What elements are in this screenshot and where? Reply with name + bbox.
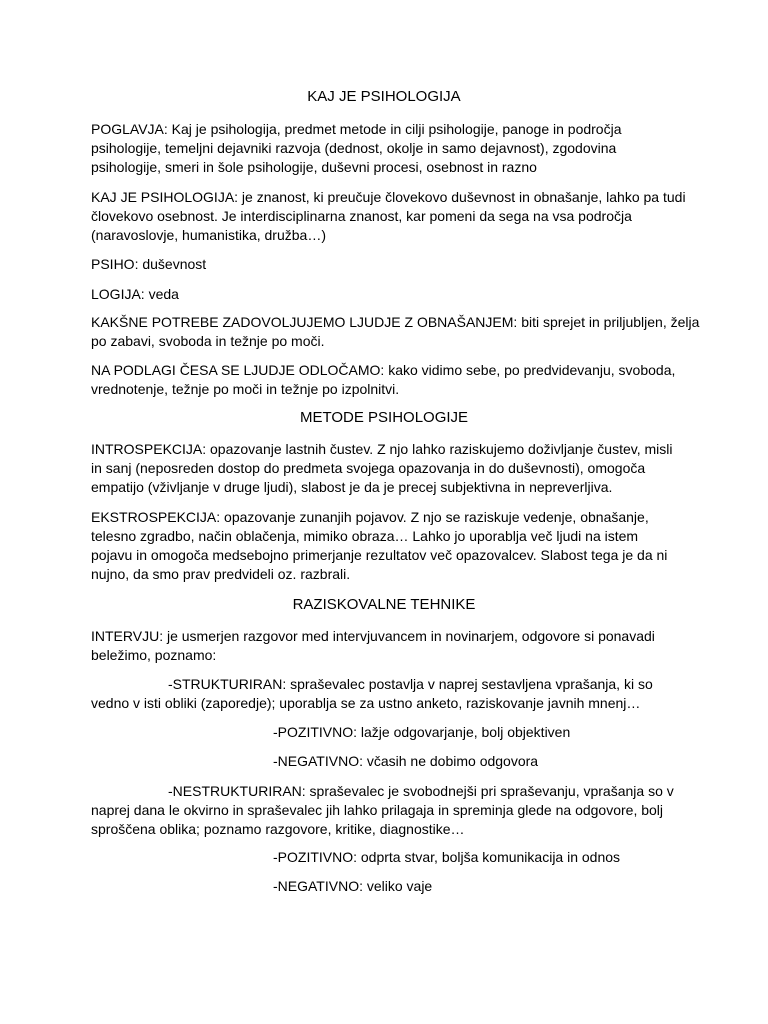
nestrukturiran-line-2: naprej dana le okvirno in spraševalec jih lahko prilagaja in spreminja glede na odgovore, bolj	[91, 802, 664, 818]
poglavja-line-3: psihologije, smeri in šole psihologije, duševni procesi, osebnost in razno	[91, 159, 537, 175]
strukturiran-pozitivno: -POZITIVNO: lažje odgovarjanje, bolj objektiven	[273, 724, 571, 740]
logija-line: LOGIJA: veda	[91, 286, 179, 302]
nestrukturiran-negativno: -NEGATIVNO: veliko vaje	[273, 878, 433, 894]
poglavja-line-1: POGLAVJA: Kaj je psihologija, predmet metode in cilji psihologije, panoge in področja	[91, 121, 622, 137]
strukturiran-negativno: -NEGATIVNO: včasih ne dobimo odgovora	[273, 753, 539, 769]
ekstrospekcija-line-1: EKSTROSPEKCIJA: opazovanje zunanjih pojavov. Z njo se raziskuje vedenje, obnašanje,	[91, 509, 649, 525]
strukturiran-line-2: vedno v isti obliki (zaporedje); uporablja se za ustno anketo, raziskovanje javnih mnenj…	[91, 695, 641, 711]
odlocamo-line-1: NA PODLAGI ČESA SE LJUDJE ODLOČAMO: kako vidimo sebe, po predvidevanju, svoboda,	[91, 362, 676, 378]
nestrukturiran-line-3: sproščena oblika; poznamo razgovore, kritike, diagnostike…	[91, 821, 465, 837]
potrebe-line-1: KAKŠNE POTREBE ZADOVOLJUJEMO LJUDJE Z OBNAŠANJEM: biti sprejet in priljubljen, želja	[91, 314, 700, 330]
introspekcija-line-1: INTROSPEKCIJA: opazovanje lastnih čustev. Z njo lahko raziskujemo doživljanje čustev, misli	[91, 441, 673, 457]
kaj-je-line-2: človekovo osebnost. Je interdisciplinarna znanost, kar pomeni da sega na vsa področja	[91, 208, 632, 224]
document-title: KAJ JE PSIHOLOGIJA	[307, 88, 461, 105]
ekstrospekcija-line-3: pojavu in omogoča medsebojno primerjanje rezultatov več opazovalcev. Slabost tega je da ni	[91, 547, 668, 563]
heading-tehnike: RAZISKOVALNE TEHNIKE	[292, 596, 476, 613]
ekstrospekcija-line-2: telesno zgradbo, način oblačenja, mimiko obraza… Lahko jo uporablja več ljudi na istem	[91, 528, 639, 544]
introspekcija-line-3: empatijo (vživljanje v druge ljudi), slabost je da je precej subjektivna in nepreverljiva.	[91, 479, 613, 495]
heading-metode: METODE PSIHOLOGIJE	[299, 409, 469, 426]
poglavja-line-2: psihologije, temeljni dejavniki razvoja (dednost, okolje in samo dejavnost), zgodovina	[91, 140, 617, 156]
intervju-line-1: INTERVJU: je usmerjen razgovor med intervjuvancem in novinarjem, odgovore si ponavadi	[91, 628, 655, 644]
odlocamo-line-2: vrednotenje, težnje po moči in težnje po izpolnitvi.	[91, 381, 400, 397]
nestrukturiran-pozitivno: -POZITIVNO: odprta stvar, boljša komunikacija in odnos	[273, 849, 621, 865]
psiho-line: PSIHO: duševnost	[91, 256, 207, 272]
strukturiran-line-1: -STRUKTURIRAN: spraševalec postavlja v naprej sestavljena vprašanja, ki so	[168, 676, 653, 692]
nestrukturiran-line-1: -NESTRUKTURIRAN: spraševalec je svobodnejši pri spraševanju, vprašanja so v	[168, 783, 674, 799]
ekstrospekcija-line-4: nujno, da smo prav predvideli oz. razbrali.	[91, 566, 351, 582]
kaj-je-line-3: (naravoslovje, humanistika, družba…)	[91, 227, 326, 243]
kaj-je-line-1: KAJ JE PSIHOLOGIJA: je znanost, ki preučuje človekovo duševnost in obnašanje, lahko pa tudi	[91, 189, 686, 205]
potrebe-line-2: po zabavi, svoboda in težnje po moči.	[91, 333, 325, 349]
intervju-line-2: beležimo, poznamo:	[91, 647, 217, 663]
introspekcija-line-2: in sanj (neposreden dostop do predmeta svojega opazovanja in do duševnosti), omogoča	[91, 460, 646, 476]
